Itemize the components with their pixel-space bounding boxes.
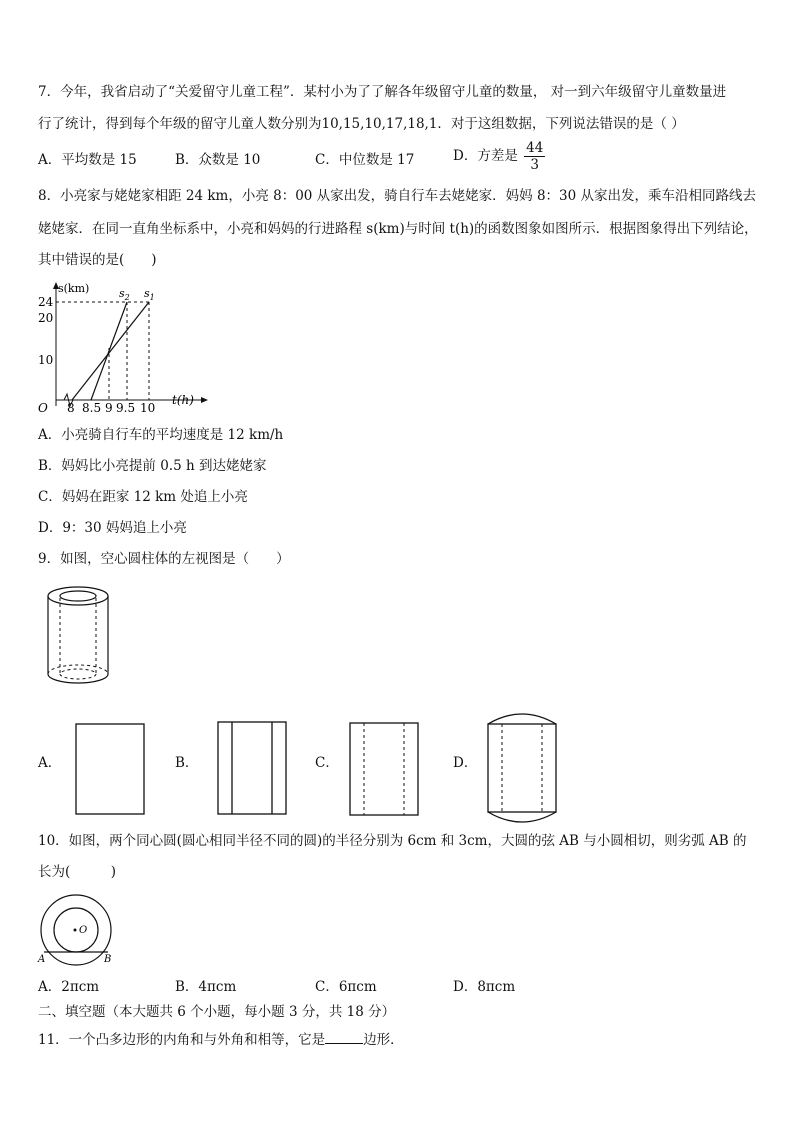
q9-option-d-label: D． [453,755,478,771]
inner-bottom-hidden-ellipse [60,669,96,679]
y-tick-10: 10 [38,353,54,367]
x-tick-8: 8 [67,401,75,415]
q7-option-d-fraction [524,140,545,173]
q7-stem-line1: 7．今年，我省启动了“关爱留守儿童工程”．某村小为了了解各年级留守儿童的数量， 对一到六年级留守儿童数量进 [38,84,727,100]
q8-option-d: D．9：30 妈妈追上小亮 [38,520,187,536]
x-tick-8-5: 8.5 [82,401,102,415]
q9-option-c-figure [348,721,420,817]
x-axis-label: t(h) [172,393,194,407]
x-tick-9: 9 [105,401,113,415]
q9-option-a-figure [74,722,146,816]
top-arc [488,714,556,724]
q7-option-a: A．平均数是 15 [38,152,137,168]
q8-option-c: C．妈妈在距家 12 km 处追上小亮 [38,489,248,505]
q11-suffix: 边形． [363,1032,404,1048]
line-s1-label: $s_1$ [144,287,155,302]
q11-prefix: 11．一个凸多边形的内角和与外角和相等，它是 [38,1032,326,1048]
q9-option-a-label: A． [38,755,62,771]
outer-bottom-hidden-arc [48,665,108,674]
q9-option-b-figure [216,720,288,816]
q7-option-b: B．众数是 10 [175,152,261,168]
q9-option-c-label: C． [315,755,339,771]
point-b-label: B [104,954,112,965]
q7-option-d [453,140,545,173]
q8-option-b: B．妈妈比小亮提前 0.5 h 到达姥姥家 [38,458,267,474]
q9-option-d-figure [484,710,560,826]
rectangle [76,724,144,814]
xiaoliang-line [72,302,149,400]
q8-option-a: A．小亮骑自行车的平均速度是 12 km/h [38,427,284,443]
line-s2-label: $s_2$ [119,287,130,302]
x-tick-9-5: 9.5 [116,401,136,415]
q7-stem-line2: 行了统计，得到每个年级的留守儿童人数分别为10,15,10,17,18,1．对于这组数据，下列说法错误的是（ ） [38,116,685,132]
q10-option-d: D．8πcm [453,979,516,995]
point-a-label: A [38,954,46,965]
center-dot [74,929,77,932]
q11-stem [38,1029,404,1050]
q8-stem-line3: 其中错误的是( ) [38,252,157,268]
q10-option-b: B．4πcm [175,979,237,995]
q10-option-c: C．6πcm [315,979,377,995]
distance-time-graph [34,280,214,415]
x-axis-arrow [201,397,208,403]
bottom-arc [488,812,556,822]
concentric-circles-figure [34,894,118,968]
rectangle [218,722,286,814]
rectangle [488,724,556,812]
q7-option-d-prefix: D．方差是 [453,148,518,164]
center-label: O [79,925,88,936]
y-tick-24: 24 [38,295,54,309]
hollow-cylinder-figure [40,582,116,690]
rectangle [350,723,418,815]
outer-top-ellipse [48,587,108,605]
q10-option-a: A．2πcm [38,979,100,995]
q8-stem-line2: 姥姥家．在同一直角坐标系中，小亮和妈妈的行进路程 s(km)与时间 t(h)的函数图象如图所示．根据图象得出下列结论， [38,221,758,237]
inner-top-ellipse [60,591,96,601]
q9-stem: 9．如图，空心圆柱体的左视图是（ ） [38,551,290,567]
origin-label: O [38,401,48,415]
q10-stem-line2: 长为( ) [38,864,117,880]
x-tick-10: 10 [140,401,156,415]
q10-stem-line1: 10．如图，两个同心圆(圆心相同半径不同的圆)的半径分别为 6cm 和 3cm，大圆的弦 AB 与小圆相切，则劣弧 AB 的 [38,833,747,849]
section2-heading: 二、填空题（本大题共 6 个小题，每小题 3 分，共 18 分） [38,1004,396,1020]
answer-blank[interactable] [325,1029,363,1044]
fraction-numerator: 44 [526,140,544,156]
y-axis-label: s(km) [58,282,90,295]
q7-option-c: C．中位数是 17 [315,152,415,168]
y-tick-20: 20 [38,311,54,325]
q9-option-b-label: B． [175,755,199,771]
fraction-denominator: 3 [530,157,540,173]
q8-stem-line1: 8．小亮家与姥姥家相距 24 km，小亮 8：00 从家出发，骑自行车去姥姥家．妈妈 8：30 从家出发，乘车沿相同路线去 [38,188,757,204]
